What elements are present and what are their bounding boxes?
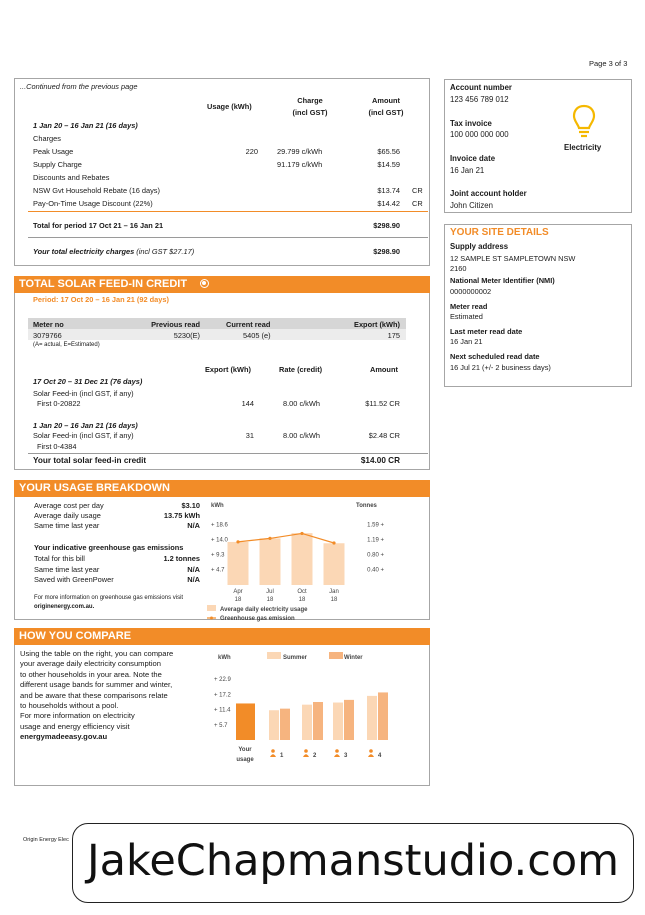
winter-bar <box>313 702 323 740</box>
meter-header: Meter no <box>33 320 64 329</box>
usage-chart <box>200 497 400 627</box>
person-icon <box>303 749 309 757</box>
usage-chart-ylabel: kWh <box>211 503 224 509</box>
usage-y-tick: + 18.6 <box>211 522 228 529</box>
usage-x-label: 18 <box>234 597 242 603</box>
usage-bar <box>260 538 281 585</box>
person-icon <box>368 749 374 757</box>
your-usage-label: usage <box>236 757 254 763</box>
meter-header: Current read <box>226 320 271 329</box>
usage-stat-value: $3.10 <box>181 501 200 510</box>
solar-block-period: 17 Oct 20 – 31 Dec 21 (76 days) <box>33 377 143 386</box>
solar-block-line: Solar Feed-in (incl GST, if any) <box>33 389 134 398</box>
winter-bar <box>344 700 354 740</box>
col-usage-header: Usage (kWh) <box>207 102 252 111</box>
usage-stat-label: Average cost per day <box>34 501 104 510</box>
divider <box>28 453 428 454</box>
meter-read-value: Estimated <box>450 312 483 321</box>
usage-y2-tick: 0.40 + <box>367 567 384 574</box>
discount-row-flag: CR <box>412 199 423 208</box>
compare-text <box>20 649 173 743</box>
col-charge-header: Charge (incl GST) <box>292 96 328 117</box>
solar-col-export: Export (kWh) <box>205 365 251 374</box>
discounts-heading: Discounts and Rebates <box>33 173 110 182</box>
compare-y-tick: + 5.7 <box>214 722 228 729</box>
legend-winter-swatch <box>329 652 343 659</box>
summer-bar <box>302 705 312 740</box>
compare-text-line: For more information on electricity <box>20 711 135 721</box>
solar-block-amount: $11.52 CR <box>365 399 400 408</box>
legend-line-label: Greenhouse gas emission <box>220 616 295 622</box>
charge-row-usage: 220 <box>245 147 258 156</box>
legend-summer-swatch <box>267 652 281 659</box>
compare-title: HOW YOU COMPARE <box>14 628 430 645</box>
usage-y-tick: + 9.3 <box>211 552 225 559</box>
usage-y2-tick: 1.19 + <box>367 537 384 544</box>
meter-cell: 175 <box>387 331 400 340</box>
compare-text-line: Using the table on the right, you can compare <box>20 649 174 658</box>
solar-block-rate: 8.00 c/kWh <box>283 399 320 408</box>
divider <box>28 211 428 212</box>
legend-bar-swatch <box>207 605 216 611</box>
usage-y2-tick: 1.59 + <box>367 522 384 529</box>
ghg-value: N/A <box>187 575 200 584</box>
legend-line-marker <box>210 617 213 620</box>
usage-y-tick: + 4.7 <box>211 567 225 574</box>
discount-row-amount: $14.42 <box>377 199 400 208</box>
summer-bar <box>269 710 279 740</box>
emission-point <box>332 541 335 544</box>
emission-point <box>236 540 239 543</box>
meter-cell: 3079766 <box>33 331 62 340</box>
compare-text-line: usage and energy efficiency visit <box>20 721 130 731</box>
compare-text-line: to households without a pool. <box>20 701 119 711</box>
person-icon <box>334 749 340 757</box>
tax-invoice-label: Tax invoice <box>450 119 492 128</box>
person-icon <box>270 749 276 757</box>
supply-address-postcode: 2160 <box>450 264 467 273</box>
meter-header: Export (kWh) <box>354 320 400 329</box>
page-number: Page 3 of 3 <box>589 59 628 68</box>
meter-header: Previous read <box>151 320 200 329</box>
compare-y-tick: + 17.2 <box>214 692 231 699</box>
solar-total-amount: $14.00 CR <box>360 456 400 465</box>
last-read-value: 16 Jan 21 <box>450 337 483 346</box>
usage-bar <box>324 543 345 585</box>
account-number-label: Account number <box>450 83 512 92</box>
usage-bar <box>228 542 249 585</box>
joint-holder-label: Joint account holder <box>450 189 527 198</box>
total-period-label: Total for period 17 Oct 21 – 16 Jan 21 <box>33 221 164 230</box>
usage-x-label: 18 <box>266 597 274 603</box>
invoice-date-label: Invoice date <box>450 154 496 163</box>
meter-cell: 5405 (e) <box>243 331 271 340</box>
usage-x-label: 18 <box>330 597 338 603</box>
tax-invoice: 100 000 000 000 <box>450 130 509 139</box>
ghg-value: N/A <box>187 565 200 574</box>
emission-point <box>300 532 303 535</box>
compare-x-label: 3 <box>344 753 348 759</box>
solar-block-export: 31 <box>245 431 254 440</box>
solar-block-line: First 0-20822 <box>37 399 81 408</box>
compare-text-line: and be aware that these comparisons relate <box>20 690 168 700</box>
ghg-heading: Your indicative greenhouse gas emissions <box>34 543 184 552</box>
next-read-label: Next scheduled read date <box>450 352 540 361</box>
ghg-label: Saved with GreenPower <box>34 575 114 584</box>
usage-y-tick: + 14.0 <box>211 537 228 544</box>
meter-read-label: Meter read <box>450 302 488 311</box>
summer-bar <box>367 696 377 740</box>
usage-chart-y2label: Tonnes <box>356 503 377 509</box>
nmi-value: 0000000002 <box>450 287 492 296</box>
account-number: 123 456 789 012 <box>450 95 509 104</box>
site-details-title: YOUR SITE DETAILS <box>450 227 549 238</box>
your-usage-bar <box>236 703 255 740</box>
compare-chart-ylabel: kWh <box>218 655 231 661</box>
ghg-label: Same time last year <box>34 565 100 574</box>
compare-y-tick: + 11.4 <box>214 707 231 714</box>
legend-bar-label: Average daily electricity usage <box>220 607 308 613</box>
compare-x-label: 4 <box>378 753 382 759</box>
footer-company: Origin Energy Elec <box>23 837 69 843</box>
charges-period: 1 Jan 20 – 16 Jan 21 (16 days) <box>33 121 138 130</box>
discount-row-flag: CR <box>412 186 423 195</box>
charge-row-amount: $65.56 <box>377 147 400 156</box>
continued-note: ...Continued from the previous page <box>20 82 138 91</box>
discount-row-label: NSW Gvt Household Rebate (16 days) <box>33 186 160 195</box>
supply-address-label: Supply address <box>450 242 509 251</box>
usage-y2-tick: 0.80 + <box>367 552 384 559</box>
charge-row-label: Peak Usage <box>33 147 74 156</box>
last-read-label: Last meter read date <box>450 327 523 336</box>
charge-row-label: Supply Charge <box>33 160 82 169</box>
total-electricity-label: Your total electricity charges (incl GST $27.17) <box>33 247 195 256</box>
ghg-label: Total for this bill <box>34 554 85 563</box>
usage-x-label: 18 <box>298 597 306 603</box>
discount-row-amount: $13.74 <box>377 186 400 195</box>
compare-text-line: your average daily electricity consumption <box>20 659 161 669</box>
meter-cell: 5230(E) <box>173 331 200 340</box>
usage-stat-label: Same time last year <box>34 521 100 530</box>
summer-bar <box>333 703 343 740</box>
lightbulb-icon <box>570 103 598 139</box>
legend-winter-label: Winter <box>344 655 363 661</box>
compare-link[interactable]: energymadeeasy.gov.au <box>20 732 108 742</box>
solar-block-period: 1 Jan 20 – 16 Jan 21 (16 days) <box>33 421 138 430</box>
usage-x-label: Apr <box>233 589 243 595</box>
your-usage-label: Your <box>238 747 252 753</box>
emission-point <box>268 537 271 540</box>
solar-title: TOTAL SOLAR FEED-IN CREDIT <box>14 276 430 293</box>
usage-title: YOUR USAGE BREAKDOWN <box>14 480 430 497</box>
more-info-link[interactable]: originenergy.com.au. <box>34 604 95 610</box>
compare-x-label: 1 <box>280 753 284 759</box>
solar-col-rate: Rate (credit) <box>279 365 323 374</box>
meter-note: (A= actual, E=Estimated) <box>33 342 100 348</box>
watermark-text: JakeChapmanstudio.com <box>86 836 620 886</box>
solar-total-label: Your total solar feed-in credit <box>33 456 147 465</box>
solar-period: Period: 17 Oct 20 – 16 Jan 21 (92 days) <box>33 295 169 304</box>
usage-x-label: Jul <box>266 589 274 595</box>
compare-text-line: to other households in your area. Note the <box>20 669 162 679</box>
usage-stat-label: Average daily usage <box>34 511 101 520</box>
discount-row-label: Pay-On-Time Usage Discount (22%) <box>33 199 153 208</box>
solar-block-line: First 0-4384 <box>37 442 77 451</box>
compare-text-line: different usage bands for summer and winter, <box>20 680 173 690</box>
solar-block-amount: $2.48 CR <box>368 431 400 440</box>
compare-chart <box>205 648 405 770</box>
charge-row-amount: $14.59 <box>377 160 400 169</box>
total-electricity-amount: $298.90 <box>373 247 400 256</box>
solar-col-amount: Amount <box>370 365 398 374</box>
compare-x-label: 2 <box>313 753 317 759</box>
legend-summer-label: Summer <box>283 655 308 661</box>
ghg-value: 1.2 tonnes <box>163 554 200 563</box>
charge-row-rate: 91.179 c/kWh <box>277 160 323 169</box>
winter-bar <box>280 709 290 740</box>
charges-heading: Charges <box>33 134 61 143</box>
usage-x-label: Oct <box>297 589 307 595</box>
usage-stat-value: N/A <box>187 521 200 530</box>
nmi-label: National Meter Identifier (NMI) <box>450 276 555 285</box>
usage-bar <box>292 533 313 585</box>
total-period-amount: $298.90 <box>373 221 400 230</box>
info-icon[interactable] <box>200 279 209 288</box>
supply-address: 12 SAMPLE ST SAMPLETOWN NSW <box>450 254 576 263</box>
compare-y-tick: + 22.9 <box>214 677 231 684</box>
product-label: Electricity <box>564 143 602 152</box>
winter-bar <box>378 692 388 740</box>
divider <box>28 237 428 238</box>
joint-holder: John Citizen <box>450 201 493 210</box>
solar-block-export: 144 <box>241 399 254 408</box>
next-read-value: 16 Jul 21 (+/- 2 business days) <box>450 363 551 372</box>
solar-block-rate: 8.00 c/kWh <box>283 431 320 440</box>
usage-x-label: Jan <box>329 589 339 595</box>
invoice-date: 16 Jan 21 <box>450 166 485 175</box>
usage-stat-value: 13.75 kWh <box>163 511 200 520</box>
more-info-text: For more information on greenhouse gas emissions visit <box>34 595 184 601</box>
solar-block-line: Solar Feed-in (incl GST, if any) <box>33 431 134 440</box>
charge-row-rate: 29.799 c/kWh <box>277 147 323 156</box>
col-amount-header: Amount (incl GST) <box>368 96 404 117</box>
